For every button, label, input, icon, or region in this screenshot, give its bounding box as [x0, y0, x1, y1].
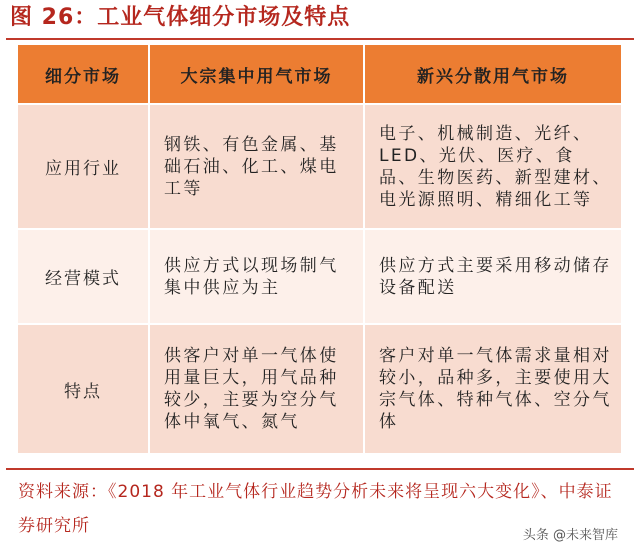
- bulk-cell-text: 供客户对单一气体使用量巨大，用气品种较少，主要为空分气体中氧气、氮气: [164, 346, 339, 432]
- header-segment: 细分市场: [18, 45, 150, 103]
- market-table: [18, 45, 621, 455]
- row-label: [18, 105, 150, 228]
- source-divider: [6, 468, 634, 470]
- title-divider: [6, 38, 634, 40]
- table-row: [18, 105, 621, 230]
- watermark-text: 头条 @未来智库: [522, 528, 618, 543]
- emerging-cell-text: 客户对单一气体需求量相对较小，品种多，主要使用大宗气体、特种气体、空分气体: [379, 346, 612, 432]
- figure-title: 图 26：工业气体细分市场及特点: [10, 5, 351, 30]
- row-label: [18, 230, 150, 323]
- row-label-text: 经营模式: [45, 269, 121, 289]
- emerging-cell: [365, 230, 621, 323]
- header-emerging-market: 新兴分散用气市场: [417, 66, 569, 87]
- row-label-text: 应用行业: [45, 159, 121, 179]
- table-header-row: [18, 45, 621, 105]
- row-label: [18, 325, 150, 453]
- bulk-cell-text: 钢铁、有色金属、基础石油、化工、煤电工等: [164, 134, 339, 199]
- header-bulk-market: 大宗集中用气市场: [150, 45, 365, 103]
- emerging-cell-text: 电子、机械制造、光纤、LED、光伏、医疗、食品、生物医药、新型建材、电光源照明、精细化工等: [379, 123, 612, 210]
- bulk-cell: [150, 325, 365, 453]
- emerging-cell-text: 供应方式主要采用移动储存设备配送: [379, 255, 612, 298]
- table-row: [18, 230, 621, 325]
- source-note: 资料来源：《2018 年工业气体行业趋势分析未来将呈现六大变化》、中泰证券研究所: [18, 482, 613, 536]
- emerging-cell: [365, 325, 621, 453]
- bulk-cell: [150, 230, 365, 323]
- emerging-cell: [365, 105, 621, 228]
- watermark: [523, 524, 618, 543]
- bulk-cell-text: 供应方式以现场制气集中供应为主: [164, 255, 339, 298]
- row-label-text: 特点: [64, 381, 102, 402]
- bulk-cell: [150, 105, 365, 228]
- table-row: [18, 325, 621, 455]
